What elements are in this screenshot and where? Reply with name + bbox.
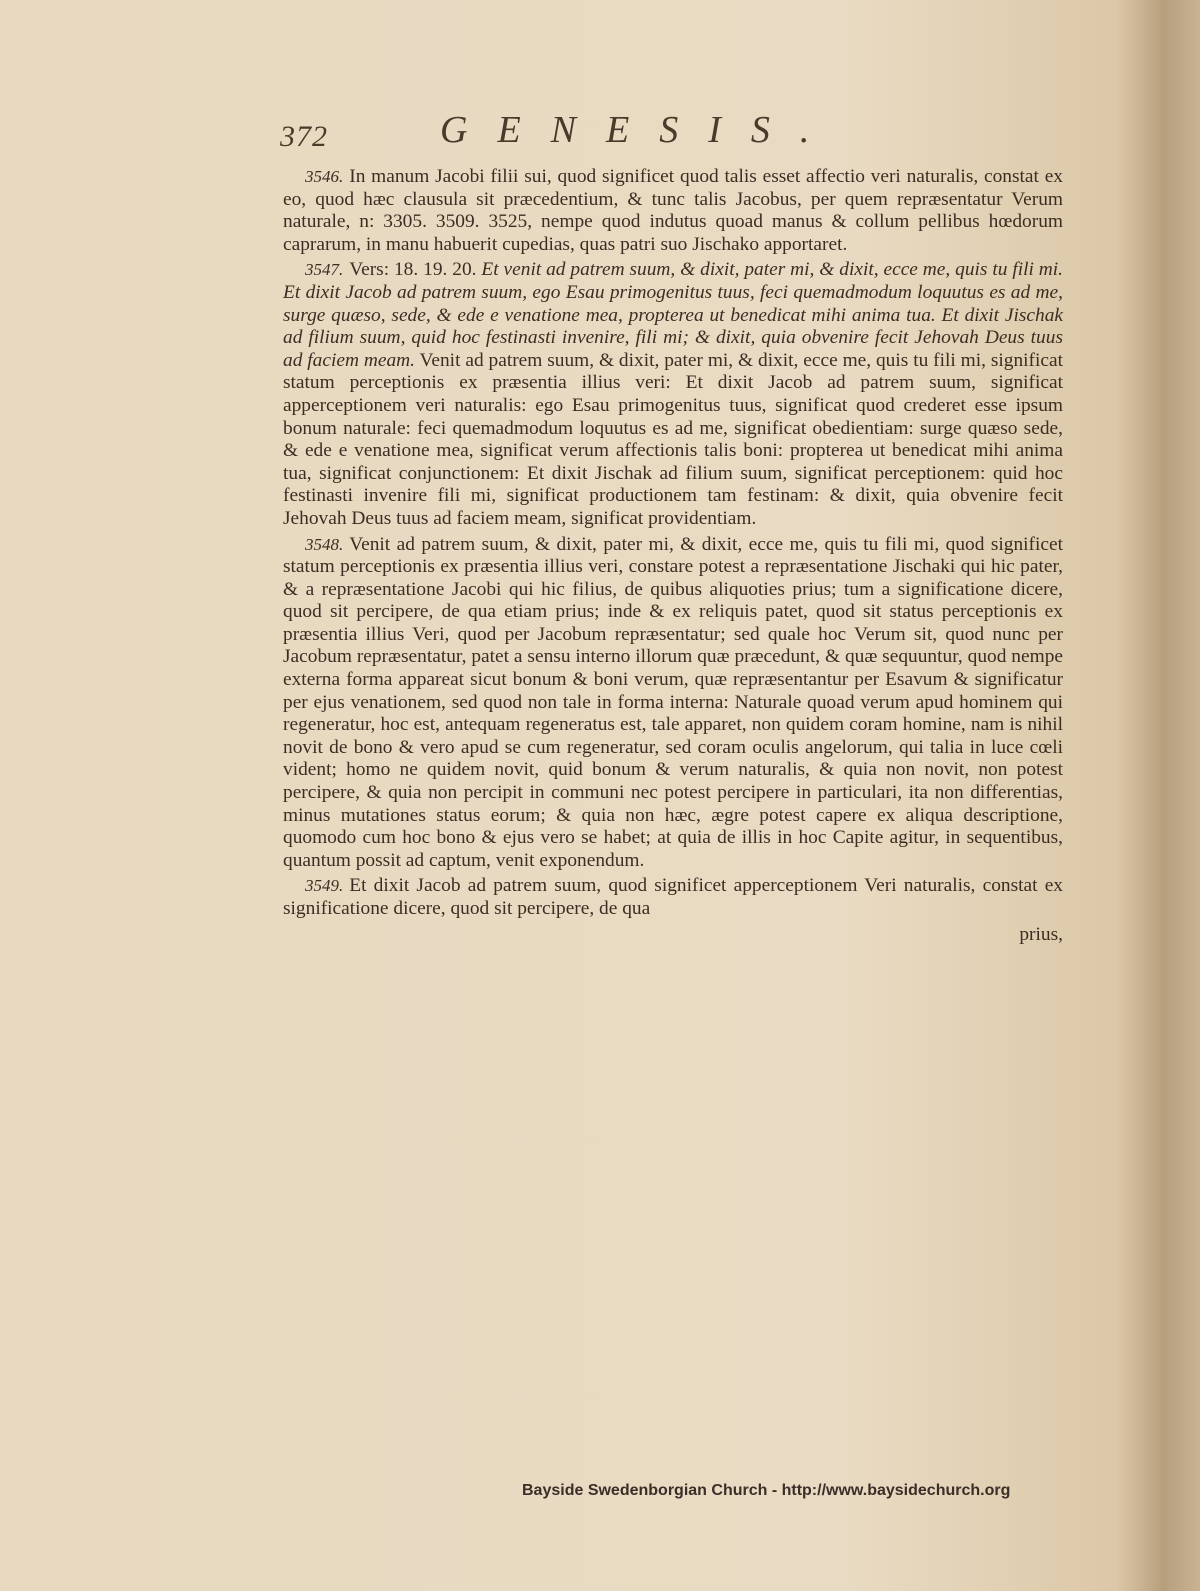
paragraph-text: Venit ad patrem suum, & dixit, pater mi, & dixit, ecce me, quis tu fili mi, quod significet statum perceptionis ex præsentia illius veri, constare potest a repræsentatione Jischaki qui hic pater, & a repræsentatione Jacobi qui hic filius, de quibus aliquoties prius; tum a significatione dicere, quod sit percipere, de qua etiam prius; inde & ex reliquis patet, quod sit status perceptionis ex præsentia illius Veri, quod per Jacobum repræsentatur; sed quale hoc Verum sit, quod nunc per Jacobum repræsentatur, patet a sensu interno illorum quæ præcedunt, & quæ sequuntur, quod nempe externa forma appareat sicut bonum & boni verum, quæ repræsentantur per Esavum & significatur per ejus venationem, sed quod non tale in forma interna: Naturale quoad verum apud hominem qui regeneratur, hoc est, antequam regeneratus est, tale apparet, non quidem coram homine, nam is nihil novit de bono & vero apud se cum regeneratur, sed coram oculis angelorum, qui talia in luce cœli vident; homo ne quidem novit, quid bonum & verum naturalis, & quia non novit, non potest percipere, & quia non percipit in communi nec potest percipere in particulari, ita non differentias, minus mutationes status eorum; & quia non hæc, ægre potest capere ex aliqua descriptione, quomodo cum hoc bono & ejus vero se habet; at quia de illis in hoc Capite agitur, in sequentibus, quantum possit ad captum, venit exponendum.: [283, 533, 1063, 871]
paragraph-3547: [283, 259, 1063, 530]
footer-credit: Bayside Swedenborgian Church - http://www.baysidechurch.org: [522, 1482, 1011, 1499]
verse-reference: Vers: 18. 19. 20.: [349, 259, 477, 281]
verse-quotation: Et venit ad patrem suum, & dixit, pater mi, & dixit, ecce me, quis tu fili mi. Et dixit Jacob ad patrem suum, ego Esau primogenitus tuus, feci quemadmodum loquutus es ad me, surge quæso, sede, & ede e venatione mea, propterea ut benedicat mihi anima tua. Et dixit Jischak ad filium suum, quid hoc festinasti invenire, fili mi; & dixit, quia obvenire fecit Jehovah Deus tuus ad faciem meam.: [283, 259, 1064, 371]
paragraph-text: In manum Jacobi filii sui, quod significet quod talis esset affectio veri naturalis, constat ex eo, quod hæc clausula sit præcedentium, & tunc talis Jacobus, per quem repræsentatur Verum naturale, n: 3305. 3509. 3525, nempe quod indutus quoad manus & collum pellibus hœdorum caprarum, in manu habuerit cupedias, quas patri suo Jischako apportaret.: [283, 166, 1063, 255]
paragraph-text: Et dixit Jacob ad patrem suum, quod significet apperceptionem Veri naturalis, constat ex significatione dicere, quod sit percipere, de qua: [283, 875, 1063, 919]
catchword: prius,: [1019, 923, 1063, 945]
paragraph-text: Venit ad patrem suum, & dixit, pater mi, & dixit, ecce me, quis tu fili mi, significat statum perceptionis ex præsentia illius veri: Et dixit Jacob ad patrem suum, significat apperceptionem veri naturalis: ego Esau primogenitus tuus, significat quod crederet esse ipsum bonum naturale: feci quemadmodum loquutus es ad me, significat obedientiam: surge quæso sede, & ede e venatione mea, significat verum affectionis talis boni: propterea ut benedicat mihi anima tua, significat conjunctionem: Et dixit Jischak ad filium suum, significat perceptionem: quid hoc festinasti invenire fili mi, significat productionem tam festinam: & dixit, quia obvenire fecit Jehovah Deus tuus ad faciem meam, significat providentiam.: [283, 349, 1064, 529]
paragraph-number: 3546.: [305, 167, 344, 186]
page-header: [280, 108, 1080, 168]
paragraph-3548: [283, 534, 1063, 873]
paragraph-3549: [283, 875, 1063, 920]
running-title: GENESIS.: [440, 109, 840, 151]
paragraph-number: 3548.: [305, 534, 344, 554]
paragraph-number: 3547.: [305, 260, 344, 280]
paragraph-3546: [283, 166, 1063, 256]
paragraph-number: 3549.: [305, 876, 344, 896]
body-text: [283, 166, 1063, 946]
page-number: 372: [280, 120, 328, 153]
